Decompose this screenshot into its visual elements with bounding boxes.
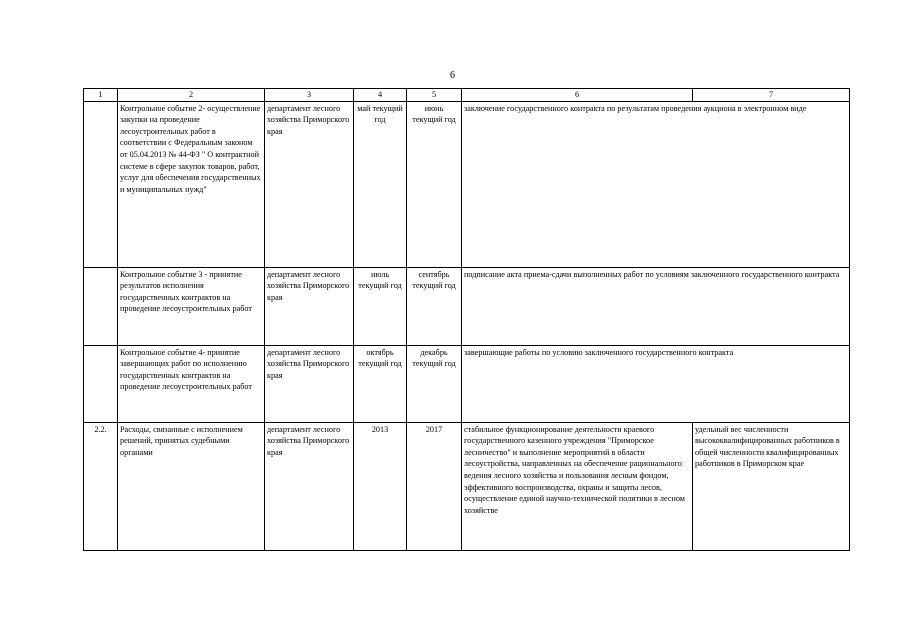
row-number [84, 345, 118, 422]
column-header-4: 4 [354, 89, 407, 102]
expected-result: завершающие работы по условию заключенного государственного контракта [462, 345, 850, 422]
executor: департамент лесного хозяйства Приморского края [265, 345, 354, 422]
table-row [84, 267, 850, 345]
start-date: май текущий год [354, 101, 407, 267]
event-description: Контрольное событие 3 - принятие результатов исполнения государственных контрактов на проведение лесоустроительных работ [118, 267, 265, 345]
end-date: июнь текущий год [407, 101, 462, 267]
start-date: октябрь текущий год [354, 345, 407, 422]
executor: департамент лесного хозяйства Приморского края [265, 422, 354, 550]
event-description: Контрольное событие 4- принятие завершающих работ по исполнению государственных контрактов на проведение лесоустроительных работ [118, 345, 265, 422]
expected-result: подписание акта приема-сдачи выполненных работ по условиям заключенного государственного контракта [462, 267, 850, 345]
start-date: 2013 [354, 422, 407, 550]
executor: департамент лесного хозяйства Приморского края [265, 267, 354, 345]
column-header-5: 5 [407, 89, 462, 102]
event-description: Расходы, связанные с исполнением решений, принятых судебными органами [118, 422, 265, 550]
table-row [84, 101, 850, 267]
column-header-1: 1 [84, 89, 118, 102]
end-date: 2017 [407, 422, 462, 550]
event-description: Контрольное событие 2- осуществление закупки на проведение лесоустроительных работ в соответствии с Федеральным законом от 05.04.2013 № 44-ФЗ " О контрактной системе в сфере закупок товаров, работ, услуг для обеспечения государственных и муниципальных нужд" [118, 101, 265, 267]
page-number: 6 [450, 70, 455, 81]
expected-result: заключение государственного контракта по результатам проведения аукциона в электронном виде [462, 101, 850, 267]
row-number [84, 101, 118, 267]
activity-plan-table [83, 88, 850, 551]
row-number [84, 267, 118, 345]
expected-result: стабильное функционирование деятельности краевого государственного казенного учреждения "Приморское лесничество" и выполнение мероприятий в области лесоустройства, направленных на обеспечение рационального ведения лесного хозяйства и пользования лесным фондом, эффективного воспроизводства, охраны и защиты лесов, осуществление единой научно-технической политики в лесном хозяйстве [462, 422, 693, 550]
start-date: июль текущий год [354, 267, 407, 345]
table-row [84, 345, 850, 422]
target-indicator: удельный вес численности высококвалифицированных работников в общей численности квалифицированных работников в Приморском крае [693, 422, 850, 550]
executor: департамент лесного хозяйства Приморского края [265, 101, 354, 267]
end-date: сентябрь текущий год [407, 267, 462, 345]
table-row [84, 422, 850, 550]
column-header-7: 7 [693, 89, 850, 102]
row-number: 2.2. [84, 422, 118, 550]
end-date: декабрь текущий год [407, 345, 462, 422]
column-header-3: 3 [265, 89, 354, 102]
column-header-6: 6 [462, 89, 693, 102]
column-header-2: 2 [118, 89, 265, 102]
column-number-row [84, 89, 850, 102]
